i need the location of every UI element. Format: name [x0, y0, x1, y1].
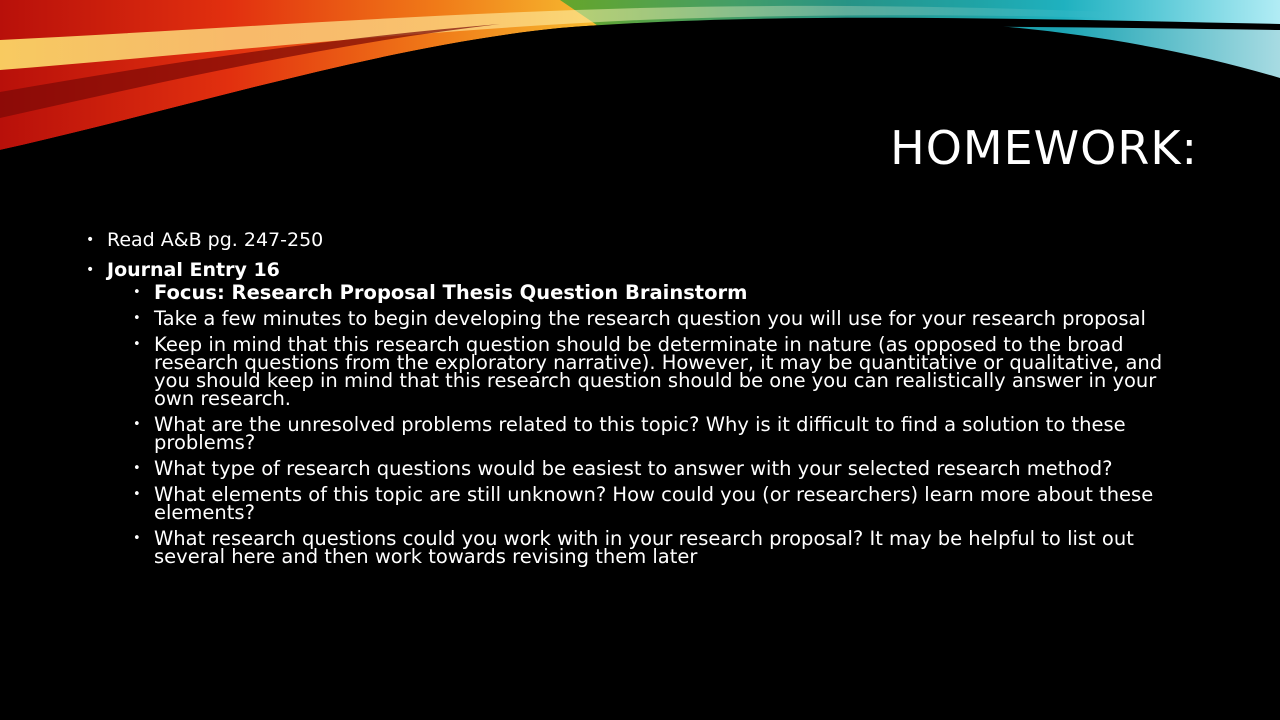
slide-title: HOMEWORK:: [890, 121, 1198, 175]
sub-list-item: [133, 413, 1196, 454]
bullet-icon: •: [133, 461, 141, 476]
bullet-list: [86, 228, 1196, 566]
sub-list-item: [133, 527, 1196, 568]
sub-list-item: [133, 457, 1196, 480]
bullet-icon: •: [133, 285, 141, 300]
bullet-icon: •: [133, 487, 141, 502]
sub-list-item: [133, 483, 1196, 524]
bullet-icon: •: [133, 311, 141, 326]
sub-list-item-text: What elements of this topic are still unknown? How could you (or researchers) learn more about these elements?: [154, 483, 1154, 524]
sub-list-item-focus: [133, 281, 1196, 304]
sub-list-item: [133, 333, 1196, 410]
sub-list-item-text: Focus: Research Proposal Thesis Question Brainstorm: [154, 281, 748, 304]
bullet-icon: •: [133, 337, 141, 352]
list-item-journal-entry: [86, 258, 1196, 566]
bullet-icon: •: [86, 232, 95, 248]
sub-list-item-text: What research questions could you work with in your research proposal? It may be helpful to list out several here and then work towards revising them later: [154, 527, 1134, 568]
list-item-reading: [86, 228, 1196, 252]
bullet-icon: •: [86, 262, 95, 278]
bullet-icon: •: [133, 531, 141, 546]
sub-list-item: [133, 307, 1196, 330]
slide-body: [86, 228, 1196, 574]
sub-list-item-text: Keep in mind that this research question should be determinate in nature (as opposed to the broad research questions from the exploratory narrative). However, it may be quantitative or qualitative, and you should keep in mind that this research question should be one you can realistically answer in your own research.: [154, 333, 1163, 410]
sub-list-item-text: Take a few minutes to begin developing the research question you will use for your research proposal: [154, 307, 1146, 330]
sub-list-item-text: What type of research questions would be easiest to answer with your selected research method?: [154, 457, 1113, 480]
list-item-text: Read A&B pg. 247-250: [107, 229, 324, 251]
list-item-text: Journal Entry 16: [107, 259, 280, 281]
bullet-icon: •: [133, 417, 141, 432]
sub-list-item-text: What are the unresolved problems related to this topic? Why is it difficult to find a solution to these problems?: [154, 413, 1126, 454]
sub-bullet-list: [107, 281, 1196, 568]
